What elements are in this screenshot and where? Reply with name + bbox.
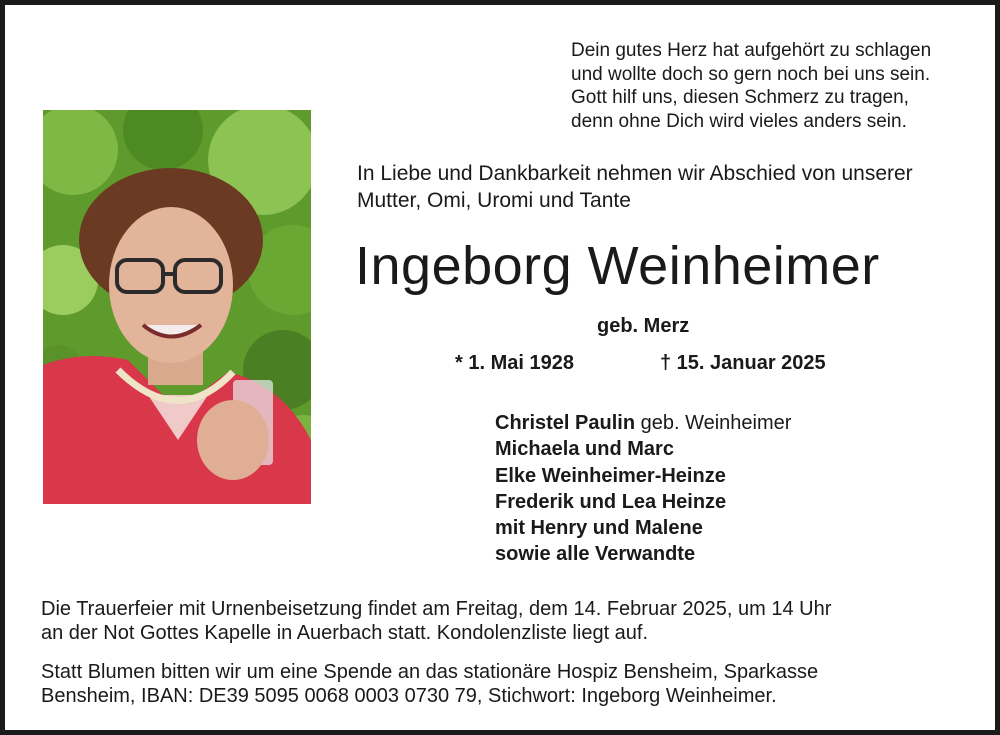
mourner-line: Elke Weinheimer-Heinze [495, 464, 726, 487]
intro-line: In Liebe und Dankbarkeit nehmen wir Abschied von unserer [357, 162, 913, 185]
portrait-photo [43, 110, 311, 504]
birth-date: * 1. Mai 1928 [455, 352, 574, 374]
donation-info [41, 660, 818, 708]
intro-text [357, 160, 913, 214]
mourner-line [495, 410, 791, 436]
memorial-poem [571, 39, 931, 133]
deceased-name: Ingeborg Weinheimer [355, 236, 880, 296]
donation-line: Bensheim, IBAN: DE39 5095 0068 0003 0730 79, Stichwort: Ingeborg Weinheimer. [41, 685, 777, 707]
mourner-line: sowie alle Verwandte [495, 543, 696, 566]
mourners-list [495, 410, 791, 568]
mourner-line: mit Henry und Malene [495, 517, 703, 540]
poem-line: Dein gutes Herz hat aufgehört zu schlagen [571, 40, 932, 61]
intro-line: Mutter, Omi, Uromi und Tante [357, 189, 631, 212]
mourner-maiden-name: geb. Weinheimer [635, 412, 792, 434]
mourner-name: Christel Paulin [495, 412, 636, 434]
ceremony-info [41, 597, 831, 645]
mourner-line: Frederik und Lea Heinze [495, 490, 727, 513]
ceremony-line: Die Trauerfeier mit Urnenbeisetzung findet am Freitag, dem 14. Februar 2025, um 14 Uhr [41, 598, 832, 620]
maiden-name: geb. Merz [597, 315, 690, 337]
donation-line: Statt Blumen bitten wir um eine Spende an das stationäre Hospiz Bensheim, Sparkasse [41, 661, 819, 683]
ceremony-line: an der Not Gottes Kapelle in Auerbach statt. Kondolenzliste liegt auf. [41, 622, 649, 644]
death-date: † 15. Januar 2025 [660, 352, 826, 374]
poem-line: und wollte doch so gern noch bei uns sein. [571, 63, 931, 85]
poem-line: denn ohne Dich wird vieles anders sein. [571, 110, 907, 132]
poem-line: Gott hilf uns, diesen Schmerz zu tragen, [571, 87, 909, 108]
mourner-line: Michaela und Marc [495, 438, 674, 461]
